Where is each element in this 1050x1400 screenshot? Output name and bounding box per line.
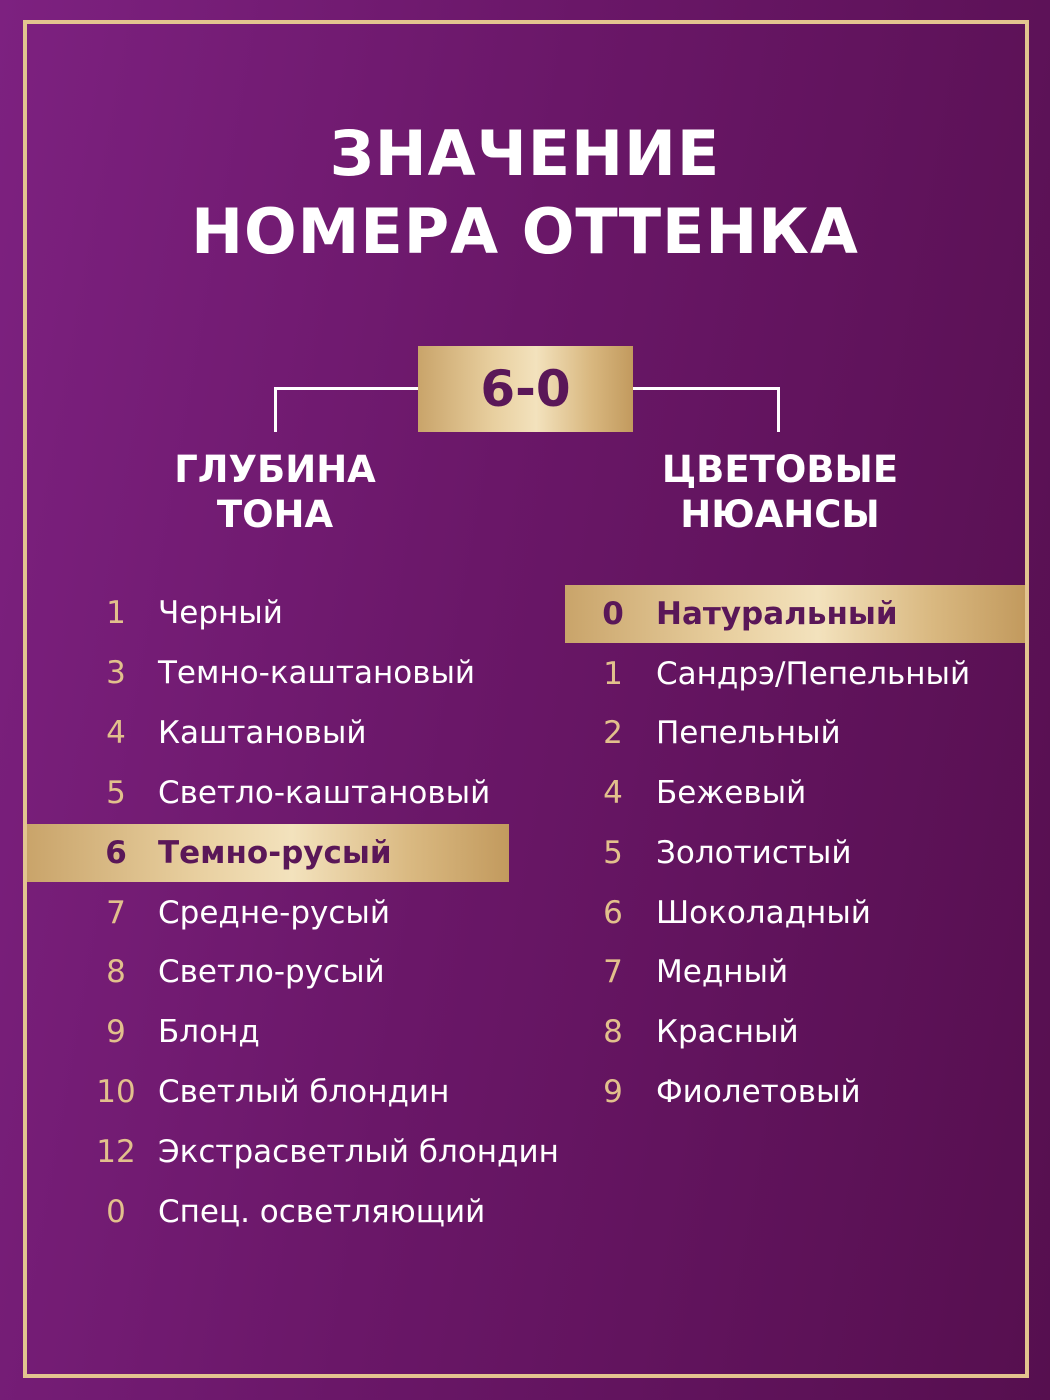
left-bracket-line <box>274 387 418 432</box>
color-nuances-heading-line1: ЦВЕТОВЫЕ <box>661 448 899 491</box>
page-title-line2: НОМЕРА ОТТЕНКА <box>191 195 859 268</box>
item-label: Светлый блондин <box>158 1074 450 1111</box>
list-item <box>27 704 509 762</box>
item-label: Черный <box>158 595 283 631</box>
item-number: 9 <box>106 1014 126 1051</box>
item-label: Спец. осветляющий <box>158 1194 486 1230</box>
item-number: 4 <box>603 775 623 812</box>
item-number: 2 <box>603 715 623 752</box>
item-number: 7 <box>106 894 126 931</box>
list-item <box>565 764 1025 822</box>
item-label: Натуральный <box>656 596 898 632</box>
item-label: Средне-русый <box>158 894 391 931</box>
list-item <box>27 884 509 942</box>
item-number: 1 <box>106 595 126 631</box>
list-item <box>565 704 1025 762</box>
item-label: Пепельный <box>656 715 841 752</box>
item-label: Темно-русый <box>158 834 392 871</box>
item-number: 1 <box>603 655 623 692</box>
item-number: 10 <box>96 1074 136 1111</box>
item-label: Медный <box>656 954 789 991</box>
item-label: Каштановый <box>158 714 367 751</box>
item-label: Экстрасветлый блондин <box>158 1134 559 1171</box>
item-number: 7 <box>603 954 623 991</box>
list-item <box>565 884 1025 942</box>
shade-code-badge: 6-0 <box>418 346 633 432</box>
item-label: Красный <box>656 1013 799 1050</box>
list-item <box>27 1003 509 1061</box>
list-item <box>565 824 1025 882</box>
item-label: Фиолетовый <box>656 1073 861 1110</box>
item-label: Темно-каштановый <box>158 654 476 691</box>
list-item <box>27 943 509 1001</box>
list-item <box>27 1123 559 1181</box>
item-label: Светло-русый <box>158 954 385 991</box>
item-number: 8 <box>106 954 126 991</box>
item-label: Бежевый <box>656 775 807 812</box>
item-number: 6 <box>105 834 127 871</box>
item-number: 5 <box>106 774 126 811</box>
color-nuances-heading <box>640 447 920 537</box>
color-nuances-heading-line2: НЮАНСЫ <box>680 493 880 536</box>
item-label: Сандрэ/Пепельный <box>656 655 971 692</box>
item-number: 4 <box>106 714 126 751</box>
list-item <box>27 1063 509 1121</box>
list-item-highlighted <box>565 585 1025 643</box>
item-number: 8 <box>603 1013 623 1050</box>
item-number: 12 <box>96 1134 136 1171</box>
item-label: Золотистый <box>656 834 852 871</box>
list-item <box>27 584 509 642</box>
tone-depth-heading <box>150 447 400 537</box>
list-item <box>565 1003 1025 1061</box>
tone-depth-heading-line2: ТОНА <box>216 493 334 536</box>
list-item <box>27 1183 509 1241</box>
right-bracket-line <box>633 387 780 432</box>
item-number: 5 <box>603 834 623 871</box>
item-number: 9 <box>603 1073 623 1110</box>
list-item <box>565 645 1025 703</box>
tone-depth-heading-line1: ГЛУБИНА <box>174 448 376 491</box>
item-number: 3 <box>106 654 126 691</box>
list-item <box>27 644 509 702</box>
item-label: Блонд <box>158 1014 260 1051</box>
item-number: 0 <box>602 596 624 632</box>
list-item-highlighted <box>27 824 509 882</box>
list-item <box>565 1063 1025 1121</box>
item-label: Светло-каштановый <box>158 774 491 811</box>
list-item <box>27 764 509 822</box>
list-item <box>565 943 1025 1001</box>
item-label: Шоколадный <box>656 894 871 931</box>
item-number: 6 <box>603 894 623 931</box>
page-title-line1: ЗНАЧЕНИЕ <box>329 117 721 190</box>
item-number: 0 <box>106 1194 126 1230</box>
